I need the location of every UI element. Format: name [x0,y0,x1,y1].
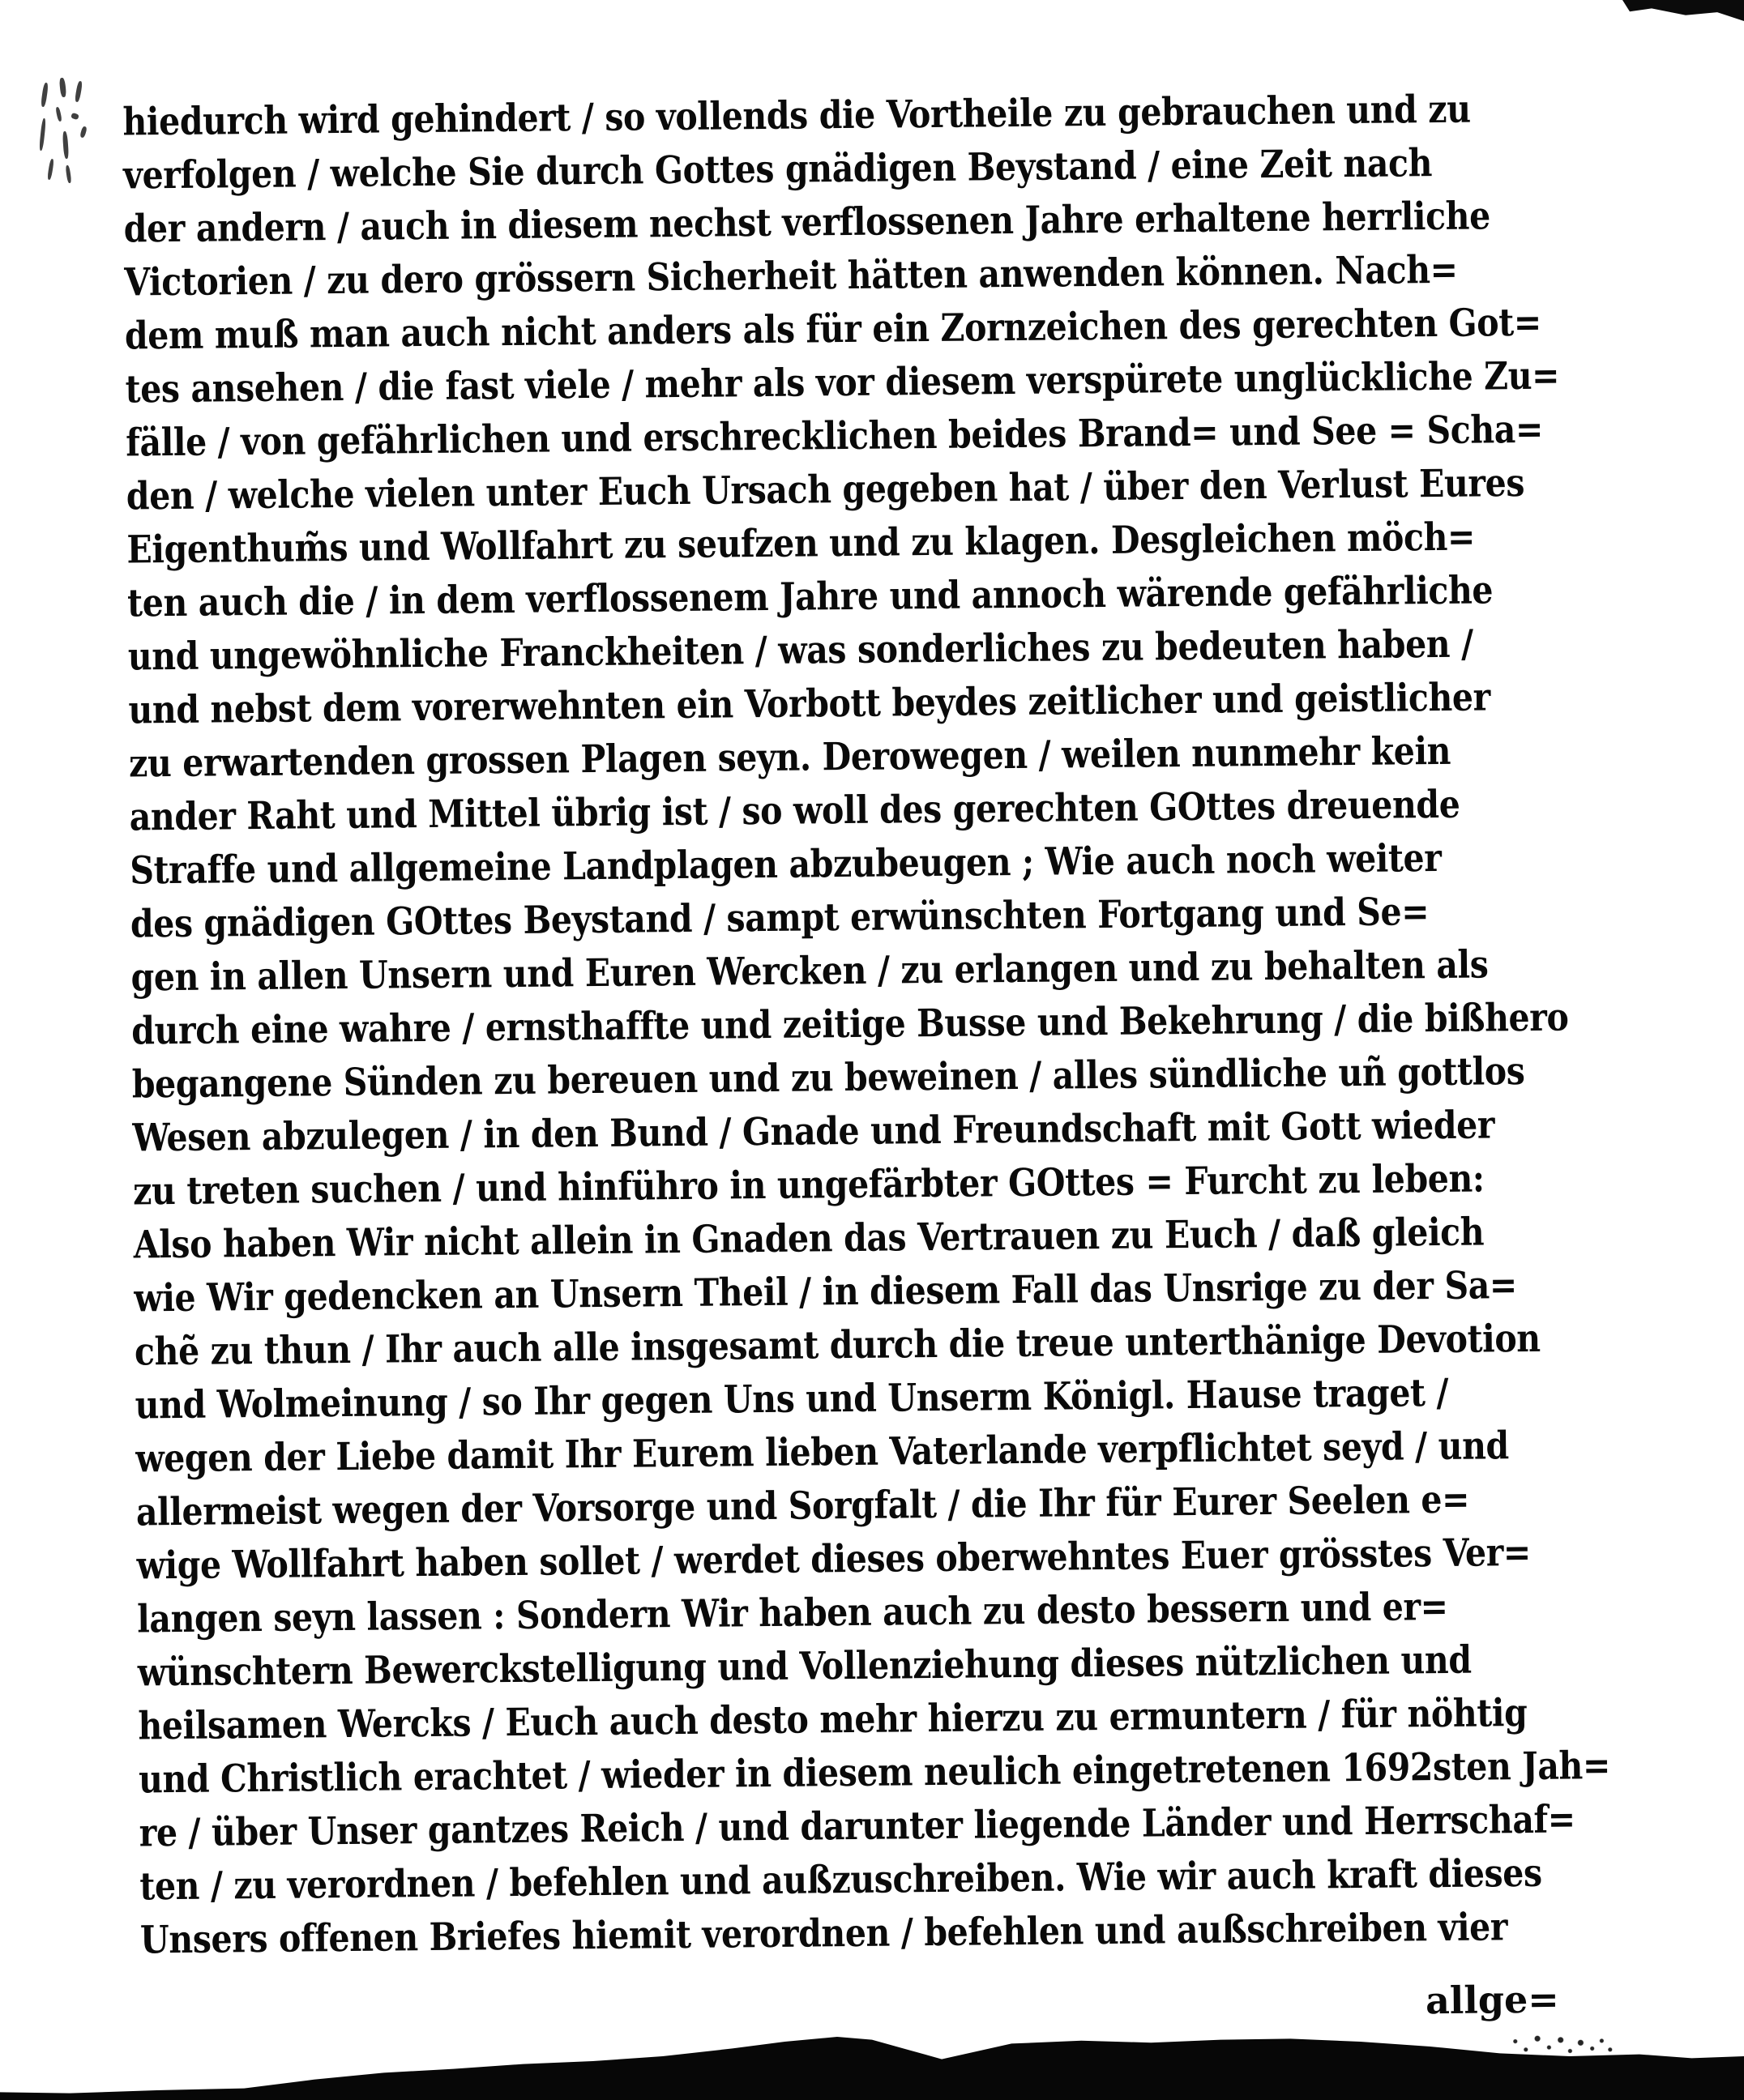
text-line: und ungewöhnliche Franckheiten / was sonderliches zu bedeuten haben / [127,621,1473,680]
text-line: heilsamen Wercks / Euch auch desto mehr hierzu zu ermuntern / für nöhtig [138,1691,1528,1749]
text-line: hiedurch wird gehindert / so vollends die Vortheile zu gebrauchen und zu [122,87,1471,145]
text-line: und Wolmeinung / so Ihr gegen Uns und Unserm Königl. Hause traget / [135,1370,1449,1428]
text-line: des gnädigen GOttes Beystand / sampt erwünschten Fortgang und Se= [130,890,1430,947]
text-line: dem muß man auch nicht anders als für ein Zornzeichen des gerechten Got= [124,300,1542,359]
text-line: Straffe und allgemeine Landplagen abzubeugen ; Wie auch noch weiter [130,835,1442,894]
text-line: tes ansehen / die fast viele / mehr als vor diesem verspürete unglückliche Zu= [125,353,1560,412]
text-line: langen seyn lassen : Sondern Wir haben auch zu desto bessern und er= [136,1584,1448,1642]
scan-speckle-artifact [1509,2030,1614,2058]
text-line: begangene Sünden zu bereuen und zu beweinen / alles sündliche uñ gottlos [131,1049,1525,1108]
text-line: durch eine wahre / ernsthaffte und zeitige Busse und Bekehrung / die bißhero [130,995,1569,1054]
catchword: allge= [1425,1977,1560,2023]
text-line: ander Raht und Mittel übrig ist / so woll des gerechten GOttes dreuende [129,782,1460,840]
text-line: und nebst dem vorerwehnten ein Vorbott beydes zeitlicher und geistlicher [128,675,1491,733]
text-line: fälle / von gefährlichen und erschrecklichen beides Brand= und See = Scha= [125,407,1544,466]
text-line-emphasis: zu treten suchen / und hinführo in ungefärbter GOttes = Furcht zu leben: [132,1156,1485,1214]
text-line: wegen der Liebe damit Ihr Eurem lieben Vaterlande verpflichtet seyd / und [135,1423,1510,1482]
text-line: wige Wollfahrt haben sollet / werdet dieses oberwehntes Euer grösstes Ver= [136,1530,1532,1589]
scan-edge-artifact-top-right [1622,0,1744,21]
text-line: den / welche vielen unter Euch Ursach gegeben hat / über den Verlust Eures [126,460,1525,519]
text-line: ten / zu verordnen / befehlen und außzuschreiben. Wie wir auch kraft dieses [139,1850,1542,1910]
text-line: chẽ zu thun / Ihr auch alle insgesamt durch die treue unterthänige Devotion [134,1316,1541,1375]
text-line: Eigenthum̃s und Wollfahrt zu seufzen und zu klagen. Desgleichen möch= [126,514,1476,573]
body-text-block [122,82,1665,2039]
text-line: zu erwartenden grossen Plagen seyn. Derowegen / weilen nunmehr kein [128,728,1451,787]
text-line: der andern / auch in diesem nechst verflossenen Jahre erhaltene herrliche [123,194,1491,252]
text-line: wünschtern Bewerckstelligung und Vollenziehung dieses nützlichen und [137,1637,1472,1696]
text-line: allermeist wegen der Vorsorge und Sorgfalt / die Ihr für Eurer Seelen e= [135,1477,1470,1535]
text-line: Also haben Wir nicht allein in Gnaden das Vertrauen zu Euch / daß gleich [133,1210,1485,1268]
text-line: verfolgen / welche Sie durch Gottes gnädigen Beystand / eine Zeit nach [122,141,1433,198]
text-line: gen in allen Unsern und Euren Wercken / zu erlangen und zu behalten als [130,942,1489,1001]
text-line: wie Wir gedencken an Unsern Theil / in diesem Fall das Unsrige zu der Sa= [134,1263,1518,1321]
text-line-with-year: und Christlich erachtet / wieder in diesem neulich eingetretenen 1692sten Jah= [138,1744,1611,1803]
margin-ink-marks [39,78,102,188]
text-line: Unsers offenen Briefes hiemit verordnen / befehlen und außschreiben vier [139,1905,1508,1963]
text-line: ten auch die / in dem verflossenem Jahre und annoch wärende gefährliche [126,568,1494,626]
text-line: re / über Unser gantzes Reich / und darunter liegende Länder und Herrschaf= [139,1797,1575,1856]
text-line: Victorien / zu dero grössern Sicherheit hätten anwenden können. Nach= [124,247,1458,305]
text-line: Wesen abzulegen / in den Bund / Gnade und Freundschaft mit Gott wieder [132,1103,1495,1161]
